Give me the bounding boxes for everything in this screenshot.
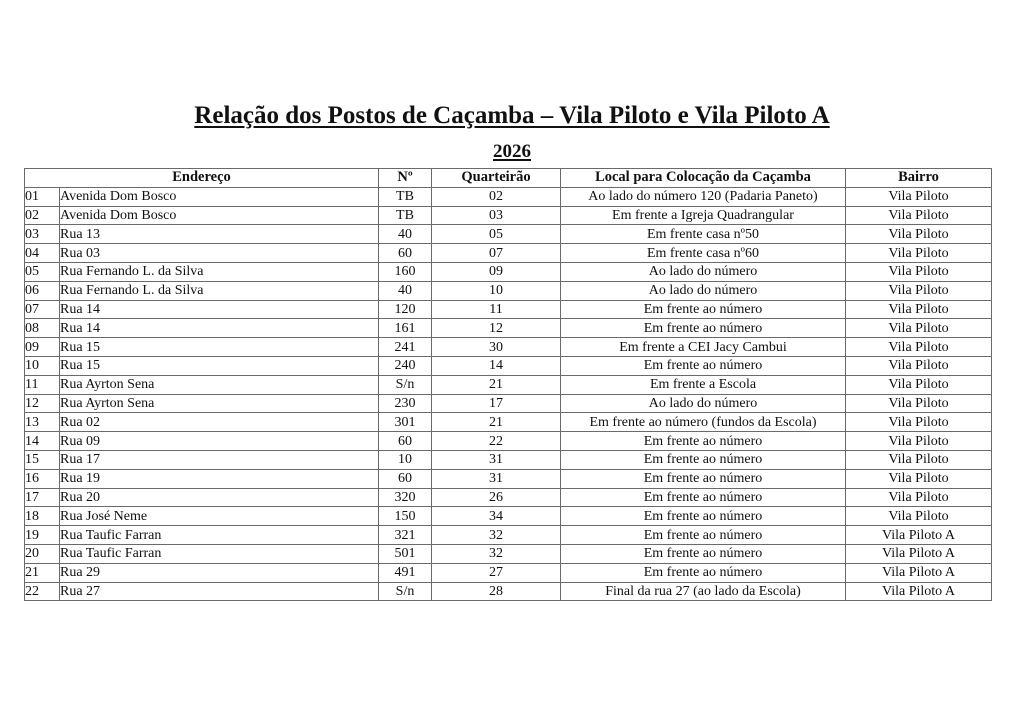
table-row [25,319,992,338]
cell-quarteirao: 21 [432,413,561,432]
cell-endereco: Rua Taufic Farran [60,526,379,545]
cell-numero: 320 [379,488,432,507]
cell-numero: TB [379,206,432,225]
row-index: 12 [25,394,60,413]
cell-endereco: Rua 27 [60,582,379,601]
cell-bairro: Vila Piloto [846,281,992,300]
cell-bairro: Vila Piloto A [846,526,992,545]
header-endereco: Endereço [25,169,379,188]
cell-endereco: Rua 14 [60,319,379,338]
table-row [25,281,992,300]
cell-numero: 10 [379,450,432,469]
document-title [0,101,1024,131]
row-index: 22 [25,582,60,601]
table-row [25,469,992,488]
row-index: 13 [25,413,60,432]
cell-endereco: Rua Taufic Farran [60,544,379,563]
cell-bairro: Vila Piloto [846,225,992,244]
cell-bairro: Vila Piloto [846,338,992,357]
cell-bairro: Vila Piloto [846,375,992,394]
cell-quarteirao: 14 [432,356,561,375]
cell-bairro: Vila Piloto [846,450,992,469]
cell-local: Em frente ao número [561,432,846,451]
cell-bairro: Vila Piloto [846,507,992,526]
table-row [25,206,992,225]
cell-endereco: Avenida Dom Bosco [60,206,379,225]
row-index: 02 [25,206,60,225]
cell-local: Ao lado do número [561,262,846,281]
cell-bairro: Vila Piloto [846,262,992,281]
cell-bairro: Vila Piloto [846,394,992,413]
cell-endereco: Rua 03 [60,244,379,263]
cell-quarteirao: 10 [432,281,561,300]
cell-numero: 120 [379,300,432,319]
cell-quarteirao: 22 [432,432,561,451]
cell-endereco: Rua 09 [60,432,379,451]
cell-local: Em frente ao número [561,469,846,488]
cell-bairro: Vila Piloto [846,206,992,225]
cell-endereco: Rua 17 [60,450,379,469]
cell-bairro: Vila Piloto [846,413,992,432]
table-row [25,582,992,601]
cell-bairro: Vila Piloto [846,244,992,263]
cell-endereco: Rua José Neme [60,507,379,526]
cell-local: Final da rua 27 (ao lado da Escola) [561,582,846,601]
cell-quarteirao: 31 [432,469,561,488]
cell-local: Em frente ao número [561,488,846,507]
cell-local: Em frente a Igreja Quadrangular [561,206,846,225]
table-row [25,563,992,582]
cell-endereco: Rua 14 [60,300,379,319]
cell-local: Em frente ao número [561,319,846,338]
cell-bairro: Vila Piloto [846,469,992,488]
cell-quarteirao: 17 [432,394,561,413]
row-index: 20 [25,544,60,563]
cell-quarteirao: 34 [432,507,561,526]
table-body [25,187,992,601]
table-row [25,187,992,206]
header-quarteirao: Quarteirão [432,169,561,188]
cell-quarteirao: 28 [432,582,561,601]
header-bairro: Bairro [846,169,992,188]
document-year-text: 2026 [493,141,531,162]
row-index: 08 [25,319,60,338]
table-row [25,544,992,563]
cell-bairro: Vila Piloto A [846,544,992,563]
cell-bairro: Vila Piloto [846,432,992,451]
cell-numero: 40 [379,281,432,300]
cell-local: Ao lado do número [561,281,846,300]
table-row [25,356,992,375]
cell-local: Ao lado do número 120 (Padaria Paneto) [561,187,846,206]
cell-numero: 60 [379,244,432,263]
cell-quarteirao: 03 [432,206,561,225]
cell-bairro: Vila Piloto [846,300,992,319]
cell-local: Em frente ao número [561,526,846,545]
cell-local: Em frente ao número [561,450,846,469]
cell-numero: 160 [379,262,432,281]
cell-endereco: Avenida Dom Bosco [60,187,379,206]
cell-numero: 240 [379,356,432,375]
row-index: 09 [25,338,60,357]
cell-endereco: Rua Ayrton Sena [60,394,379,413]
cell-numero: 321 [379,526,432,545]
cell-quarteirao: 11 [432,300,561,319]
cell-endereco: Rua 02 [60,413,379,432]
row-index: 16 [25,469,60,488]
cell-endereco: Rua 13 [60,225,379,244]
cell-quarteirao: 21 [432,375,561,394]
table-row [25,432,992,451]
table-row [25,526,992,545]
row-index: 10 [25,356,60,375]
cell-numero: 230 [379,394,432,413]
cacamba-table [24,168,992,601]
cell-quarteirao: 31 [432,450,561,469]
cell-numero: 40 [379,225,432,244]
cell-endereco: Rua 15 [60,338,379,357]
table-row [25,413,992,432]
row-index: 14 [25,432,60,451]
table-row [25,394,992,413]
cell-bairro: Vila Piloto A [846,563,992,582]
table-header-row [25,169,992,188]
table-row [25,338,992,357]
cell-local: Em frente a CEI Jacy Cambui [561,338,846,357]
row-index: 03 [25,225,60,244]
row-index: 11 [25,375,60,394]
document-title-text: Relação dos Postos de Caçamba – Vila Piloto e Vila Piloto A [194,102,830,129]
table-row [25,225,992,244]
table-row [25,244,992,263]
cell-quarteirao: 26 [432,488,561,507]
cell-numero: 150 [379,507,432,526]
cell-bairro: Vila Piloto [846,488,992,507]
cell-local: Em frente ao número [561,563,846,582]
cell-local: Em frente casa nº50 [561,225,846,244]
cell-numero: 60 [379,469,432,488]
cell-numero: 491 [379,563,432,582]
cell-quarteirao: 02 [432,187,561,206]
cell-endereco: Rua Ayrton Sena [60,375,379,394]
cell-endereco: Rua 29 [60,563,379,582]
cell-numero: 301 [379,413,432,432]
cell-bairro: Vila Piloto [846,319,992,338]
cell-quarteirao: 30 [432,338,561,357]
cell-endereco: Rua Fernando L. da Silva [60,262,379,281]
table-row [25,507,992,526]
cell-endereco: Rua 15 [60,356,379,375]
cell-endereco: Rua 20 [60,488,379,507]
row-index: 17 [25,488,60,507]
header-numero: Nº [379,169,432,188]
cell-local: Em frente ao número (fundos da Escola) [561,413,846,432]
table-row [25,450,992,469]
document-year [0,141,1024,163]
cell-quarteirao: 32 [432,544,561,563]
table-row [25,375,992,394]
cell-bairro: Vila Piloto [846,187,992,206]
row-index: 04 [25,244,60,263]
cell-quarteirao: 12 [432,319,561,338]
cell-local: Em frente ao número [561,507,846,526]
row-index: 05 [25,262,60,281]
cell-endereco: Rua 19 [60,469,379,488]
cell-quarteirao: 09 [432,262,561,281]
cell-numero: 60 [379,432,432,451]
table-row [25,488,992,507]
table-row [25,262,992,281]
cell-quarteirao: 05 [432,225,561,244]
cell-quarteirao: 27 [432,563,561,582]
cell-numero: 241 [379,338,432,357]
cell-bairro: Vila Piloto [846,356,992,375]
cell-quarteirao: 32 [432,526,561,545]
cell-quarteirao: 07 [432,244,561,263]
row-index: 06 [25,281,60,300]
cell-local: Em frente casa nº60 [561,244,846,263]
cell-numero: 501 [379,544,432,563]
cell-local: Em frente ao número [561,544,846,563]
cell-numero: S/n [379,375,432,394]
cell-local: Em frente a Escola [561,375,846,394]
row-index: 21 [25,563,60,582]
row-index: 01 [25,187,60,206]
table-row [25,300,992,319]
cell-local: Em frente ao número [561,356,846,375]
cell-numero: S/n [379,582,432,601]
row-index: 15 [25,450,60,469]
cell-local: Ao lado do número [561,394,846,413]
row-index: 07 [25,300,60,319]
cell-numero: TB [379,187,432,206]
cell-local: Em frente ao número [561,300,846,319]
cell-bairro: Vila Piloto A [846,582,992,601]
row-index: 18 [25,507,60,526]
row-index: 19 [25,526,60,545]
cell-numero: 161 [379,319,432,338]
header-local: Local para Colocação da Caçamba [561,169,846,188]
cell-endereco: Rua Fernando L. da Silva [60,281,379,300]
